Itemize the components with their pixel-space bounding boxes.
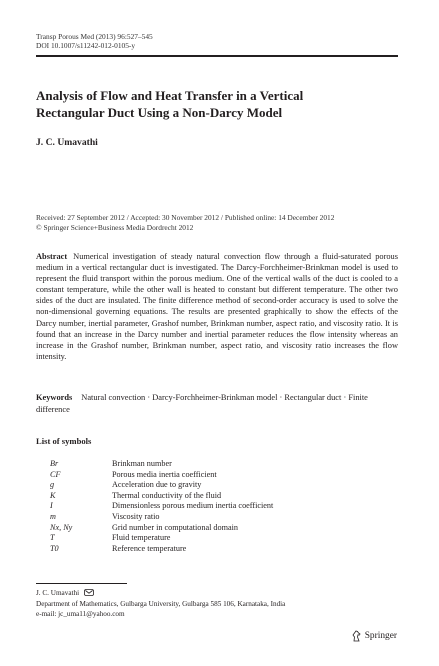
symbols-heading: List of symbols (36, 436, 92, 446)
symbol-description: Reference temperature (112, 543, 187, 553)
keywords-text: Natural convection · Darcy-Forchheimer-Brinkman model · Rectangular duct · Finite difference (36, 393, 368, 414)
symbol-row (36, 459, 398, 470)
symbol: CF (50, 469, 61, 479)
footnote-affiliation: Department of Mathematics, Gulbarga University, Gulbarga 585 106, Karnataka, India (36, 599, 286, 608)
symbol: Nx, Ny (50, 522, 73, 532)
footnote-author-name: J. C. Umavathi (36, 589, 80, 597)
keywords (36, 392, 398, 415)
footnote-rule (36, 583, 127, 584)
symbol-row (36, 512, 398, 523)
envelope-icon[interactable] (84, 589, 94, 600)
history-dates: Received: 27 September 2012 / Accepted: 30 November 2012 / Published online: 14 December 2012 (36, 213, 335, 222)
symbol: I (50, 501, 53, 511)
abstract (36, 251, 398, 362)
title-line-2: Rectangular Duct Using a Non-Darcy Model (36, 104, 283, 120)
symbol-row (36, 470, 398, 481)
symbol: m (50, 511, 56, 521)
symbol: K (50, 490, 56, 500)
journal-citation: Transp Porous Med (2013) 96:527–545 (36, 32, 153, 41)
symbol-description: Viscosity ratio (112, 511, 160, 521)
symbol-row (36, 533, 398, 544)
abstract-text: Numerical investigation of steady natural convection flow through a fluid-saturated porous medium in a vertical rectangular duct is investigated. The Darcy-Forchheimer-Brinkman model is used to represent the fluid transport within the porous medium. One of the vertical walls of the duct is cooled to a constant temperature, while the other wall is heated to constant but different temperature. The other two sides of the duct are insulated. The finite difference method of second-order accuracy is used to solve the non-dimensional governing equations. The results are presented graphically to show the effects of the Darcy number, inertial parameter, Grashof number, Brinkman number, aspect ratio, and viscosity ratio. It is found that an increase in the Darcy number and inertial parameter reduces the flow intensity whereas an increase in the Grashof number, Brinkman number, aspect ratio, and viscosity ratio increases the flow intensity. (36, 252, 398, 361)
symbol-description: Dimensionless porous medium inertia coefficient (112, 501, 274, 511)
paper-title (36, 88, 396, 121)
symbol-description: Thermal conductivity of the fluid (112, 490, 222, 500)
symbol-description: Porous media inertia coefficient (112, 469, 217, 479)
symbol-description: Acceleration due to gravity (112, 480, 202, 490)
symbol-row (36, 491, 398, 502)
abstract-label: Abstract (36, 252, 68, 261)
keywords-label: Keywords (36, 393, 73, 402)
symbol: Br (50, 459, 59, 468)
author-footnote (36, 589, 398, 619)
symbol: T0 (50, 543, 59, 553)
publication-history (36, 213, 398, 233)
symbol-row (36, 501, 398, 512)
symbol-description: Fluid temperature (112, 533, 171, 543)
symbol-row (36, 523, 398, 534)
copyright: © Springer Science+Business Media Dordrecht 2012 (36, 223, 194, 232)
springer-logo (351, 630, 397, 642)
footnote-email[interactable]: e-mail: jc_uma11@yahoo.com (36, 609, 125, 618)
symbols-list (36, 459, 398, 554)
author: J. C. Umavathi (36, 137, 98, 148)
footnote-author-line (36, 589, 398, 600)
header-rule (36, 55, 398, 57)
doi: DOI 10.1007/s11242-012-0105-y (36, 41, 136, 50)
title-line-1: Analysis of Flow and Heat Transfer in a Vertical (36, 88, 304, 103)
symbol: g (50, 480, 55, 490)
symbol-row (36, 544, 398, 555)
symbol: T (50, 533, 55, 543)
symbol-description: Grid number in computational domain (112, 522, 238, 532)
symbol-description: Brinkman number (112, 459, 172, 468)
springer-horse-icon (351, 630, 362, 642)
publisher-name: Springer (364, 631, 397, 641)
symbol-row (36, 480, 398, 491)
